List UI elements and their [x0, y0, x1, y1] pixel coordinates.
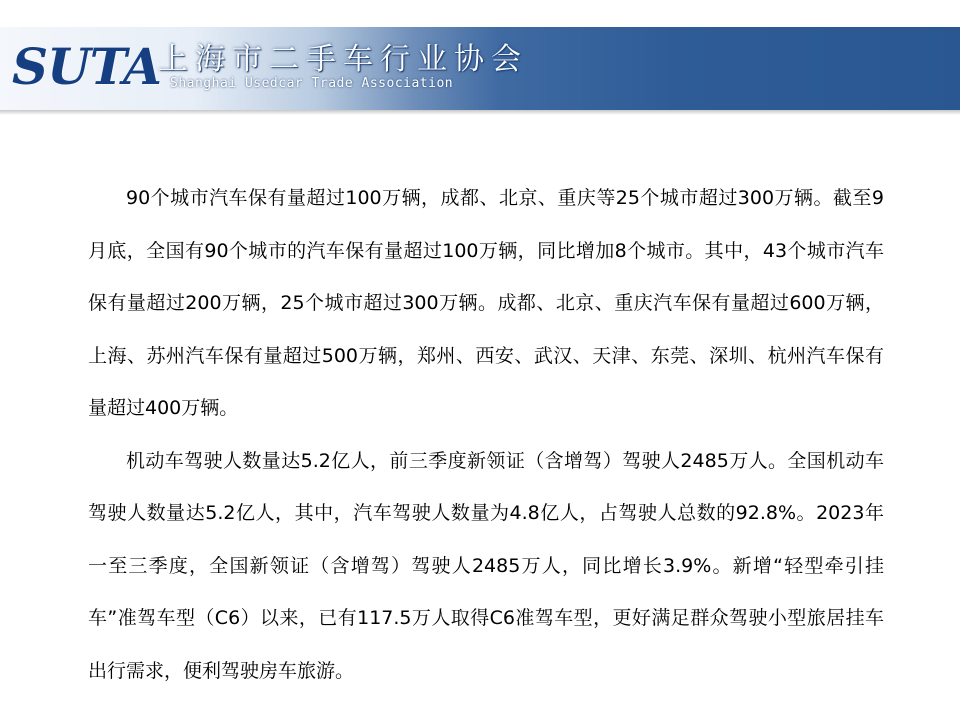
slide-body — [88, 172, 884, 697]
suta-logo: SUTA — [12, 37, 161, 96]
org-name-chinese: 上海市二手车行业协会 — [158, 42, 528, 77]
org-name-english: Shanghai Usedcar Trade Association — [170, 76, 454, 91]
paragraph-driver-count: 机动车驾驶人数量达5.2亿人，前三季度新领证（含增驾）驾驶人2485万人。全国机动车驾驶人数量达5.2亿人，其中，汽车驾驶人数量为4.8亿人，占驾驶人总数的92.8%。2023年一至三季度，全国新领证（含增驾）驾驶人2485万人，同比增长3.9%。新增“轻型牵引挂车”准驾车型（C6）以来，已有117.5万人取得C6准驾车型，更好满足群众驾驶小型旅居挂车出行需求，便利驾驶房车旅游。 — [88, 449, 884, 682]
paragraph-vehicle-ownership: 90个城市汽车保有量超过100万辆，成都、北京、重庆等25个城市超过300万辆。截至9月底，全国有90个城市的汽车保有量超过100万辆，同比增加8个城市。其中，43个城市汽车保有量超过200万辆，25个城市超过300万辆。成都、北京、重庆汽车保有量超过600万辆，上海、苏州汽车保有量超过500万辆，郑州、西安、武汉、天津、东莞、深圳、杭州汽车保有量超过400万辆。 — [88, 187, 884, 419]
header-divider — [0, 110, 960, 115]
